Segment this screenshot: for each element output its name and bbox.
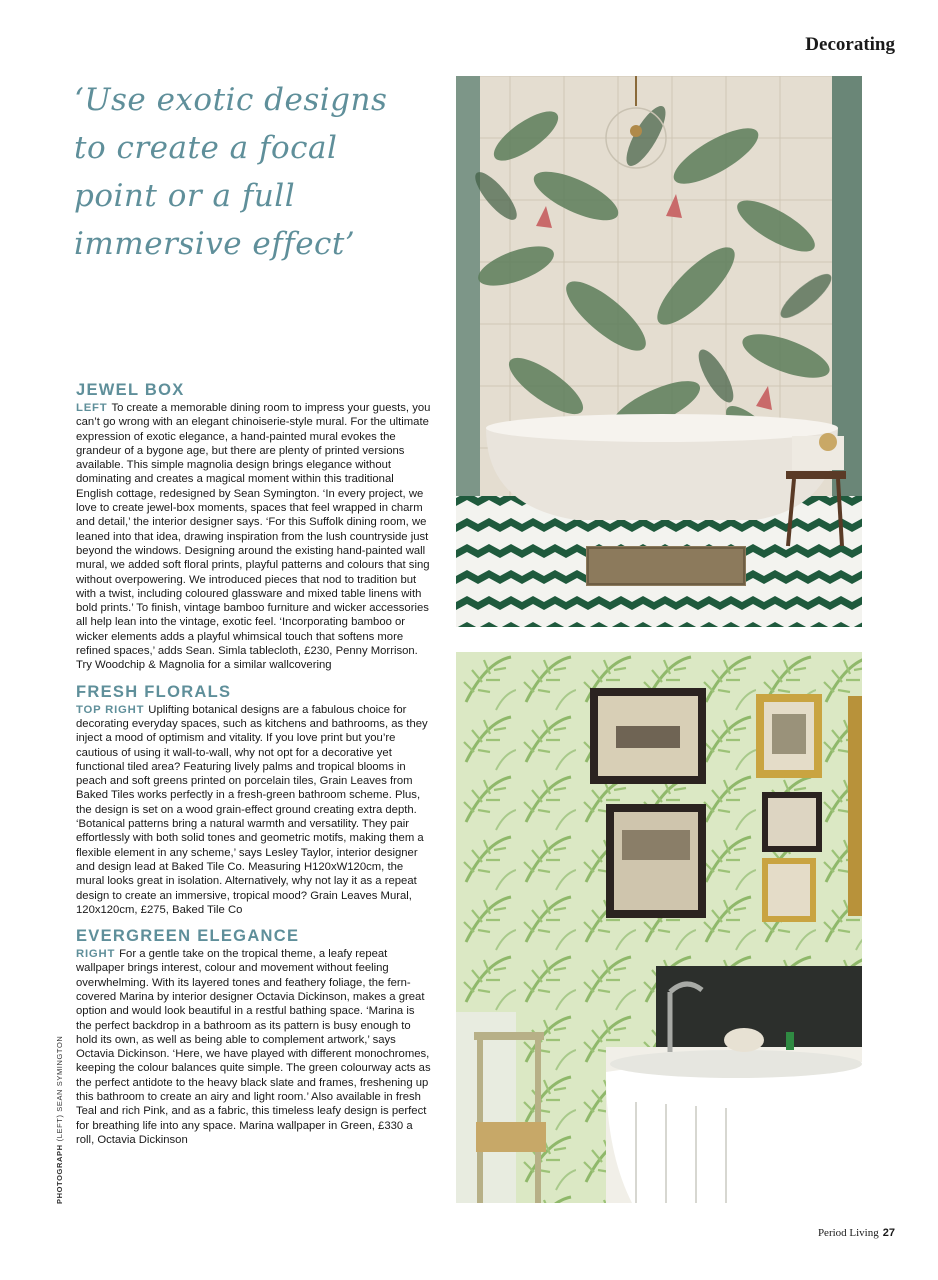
page-footer — [818, 1227, 895, 1239]
article-body-fresh-florals — [76, 703, 432, 917]
pull-quote — [74, 76, 434, 268]
photo-credit — [55, 1036, 64, 1204]
pull-quote-line: ‘Use exotic designs — [74, 82, 388, 118]
article-body-jewel-box — [76, 401, 432, 673]
article-text: Uplifting botanical designs are a fabulous choice for decorating everyday spaces, such as kitchens and bathrooms, as they inject a mood of optimism and vitality. If you love print but you’re cautious of using it wall-to-wall, why not opt for a decorative yet functional tiled area? Featuring lively palms and tropical blooms in peach and soft greens printed on porcelain tiles, Grain Leaves from Baked Tiles works perfectly in a fresh-green bathroom scheme. Plus, the design is set on a wood grain-effect ground creating extra depth. ‘Botanical patterns bring a natural warmth and versatility. They pair effortlessly with both solid tones and geometric motifs, making them a flexible element in any scheme,’ says Lesley Taylor, interior designer and design lead at Baked Tile Co. Measuring H120xW120cm, the mural looks great in isolation. Alternatively, why not lay it as a repeat design to create an immersive, tropical mood? Grain Leaves Mural, 120x120cm, £275, Baked Tile Co — [76, 703, 428, 916]
pull-quote-line: immersive effect’ — [74, 226, 356, 262]
bathroom-tile-photo — [456, 76, 862, 627]
article-heading-jewel-box: JEWEL BOX — [76, 381, 185, 399]
page-number: 27 — [882, 1227, 895, 1239]
pull-quote-line: point or a full — [74, 178, 296, 214]
article-text: To create a memorable dining room to impress your guests, you can’t go wrong with an elegant chinoiserie-style mural. For the ultimate expression of exotic elegance, a hand-painted mural evokes the grandeur of a bygone age, but there are plenty of printed versions available. This simple magnolia design brings elegance without dominating and creates a magical moment within this traditional English cottage, redesigned by Sean Symington. ‘In every project, we love to create jewel-box moments, spaces that feel wrapped in charm and detail,’ the interior designer says. ‘For this Suffolk dining room, we leaned into that idea, drawing inspiration from the lush countryside just beyond the windows. Designing around the existing hand-painted wall mural, we added soft floral prints, playful patterns and colours that sing without overpowering. We introduced pieces that nod to tradition but with a twist, including coloured glassware and mixed table linens with bold prints.’ To finish, vintage bamboo furniture and wicker accessories all help lean into the vintage, exotic feel. ‘Incorporating bamboo or wicker elements adds a playful whimsical touch that softens more refined spaces,’ adds Sean. Simla tablecloth, £230, Penny Morrison. Try Woodchip & Magnolia for a similar wallcovering — [76, 402, 431, 672]
magazine-name: Period Living — [817, 1227, 879, 1239]
photo-credit-text: (LEFT) SEAN SYMINGTON — [55, 1035, 64, 1142]
article-text: For a gentle take on the tropical theme, a leafy repeat wallpaper brings interest, colour and movement without feeling overwhelming. With its layered tones and feathery foliage, the fern-covered Marina by interior designer Octavia Dickinson, makes a great option and would look beautiful in a restful bathing space. ‘Marina is the perfect backdrop in a bathroom as its pattern is busy enough to hold its own, as well as being able to complement artwork,’ says Octavia Dickinson. ‘Here, we have played with different monochromes, keeping the colour balances quite simple. The green colourway acts as the perfect antidote to the heavy black slate and frames, freshening up this bathroom to create an airy and light room.’ Also available in fresh Teal and rich Pink, and as a fabric, this timeless leafy design is perfect for breathing life into any space. Marina wallpaper in Green, £330 a roll, Octavia Dickinson — [76, 948, 431, 1146]
pull-quote-line: to create a focal — [74, 130, 338, 166]
bathroom-wallpaper-illustration — [456, 652, 862, 1203]
article-heading-evergreen-elegance: EVERGREEN ELEGANCE — [76, 927, 300, 946]
section-tag: Decorating — [805, 34, 895, 55]
article-column — [76, 379, 432, 1155]
bathroom-tile-illustration — [456, 76, 862, 627]
article-lead: RIGHT — [76, 948, 116, 961]
article-heading-fresh-florals: FRESH FLORALS — [76, 682, 232, 701]
article-body-evergreen-elegance — [76, 947, 432, 1147]
bathroom-wallpaper-photo — [456, 652, 862, 1203]
article-lead: TOP RIGHT — [76, 703, 145, 716]
photo-credit-label: PHOTOGRAPH — [55, 1144, 64, 1204]
article-lead: LEFT — [76, 402, 108, 414]
